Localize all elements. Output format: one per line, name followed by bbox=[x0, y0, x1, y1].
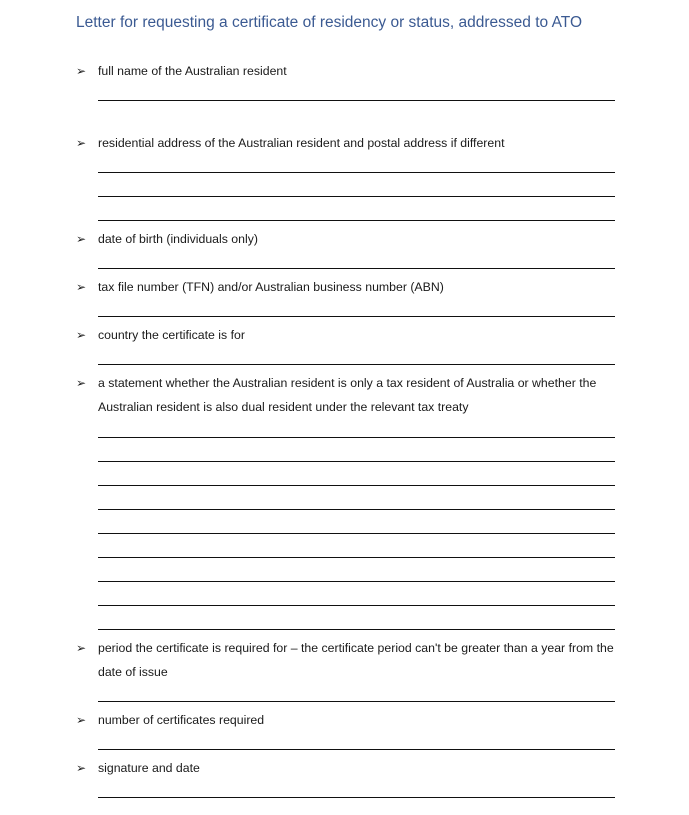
answer-line[interactable] bbox=[98, 364, 615, 365]
answer-line[interactable] bbox=[98, 581, 615, 582]
answer-line[interactable] bbox=[98, 797, 615, 798]
answer-line[interactable] bbox=[98, 172, 615, 173]
item-label: number of certificates required bbox=[98, 713, 265, 727]
arrow-bullet-icon: ➢ bbox=[76, 232, 87, 246]
item-label: country the certificate is for bbox=[98, 328, 245, 342]
answer-line[interactable] bbox=[98, 316, 615, 317]
arrow-bullet-icon: ➢ bbox=[76, 641, 87, 655]
answer-line[interactable] bbox=[98, 437, 615, 438]
arrow-bullet-icon: ➢ bbox=[76, 761, 87, 775]
arrow-bullet-icon: ➢ bbox=[76, 280, 87, 294]
answer-line[interactable] bbox=[98, 485, 615, 486]
answer-line[interactable] bbox=[98, 220, 615, 221]
item-label: a statement whether the Australian resident is only a tax resident of Australia or whether the bbox=[98, 376, 597, 390]
answer-line[interactable] bbox=[98, 557, 615, 558]
item-label-continued: date of issue bbox=[98, 665, 168, 679]
answer-line[interactable] bbox=[98, 509, 615, 510]
item-label: residential address of the Australian resident and postal address if different bbox=[98, 136, 505, 150]
answer-line[interactable] bbox=[98, 268, 615, 269]
answer-line[interactable] bbox=[98, 100, 615, 101]
arrow-bullet-icon: ➢ bbox=[76, 136, 87, 150]
answer-line[interactable] bbox=[98, 461, 615, 462]
document-title: Letter for requesting a certificate of residency or status, addressed to ATO bbox=[76, 14, 583, 31]
answer-line[interactable] bbox=[98, 533, 615, 534]
answer-line[interactable] bbox=[98, 701, 615, 702]
item-label: date of birth (individuals only) bbox=[98, 232, 258, 246]
answer-line[interactable] bbox=[98, 629, 615, 630]
arrow-bullet-icon: ➢ bbox=[76, 328, 87, 342]
item-label: signature and date bbox=[98, 761, 200, 775]
answer-line[interactable] bbox=[98, 749, 615, 750]
item-label-continued: Australian resident is also dual resident under the relevant tax treaty bbox=[98, 400, 469, 414]
item-label: tax file number (TFN) and/or Australian business number (ABN) bbox=[98, 280, 444, 294]
item-label: full name of the Australian resident bbox=[98, 64, 287, 78]
arrow-bullet-icon: ➢ bbox=[76, 64, 87, 78]
arrow-bullet-icon: ➢ bbox=[76, 713, 87, 727]
answer-line[interactable] bbox=[98, 196, 615, 197]
item-label: period the certificate is required for – the certificate period can't be greater than a year from the bbox=[98, 641, 614, 655]
answer-line[interactable] bbox=[98, 605, 615, 606]
arrow-bullet-icon: ➢ bbox=[76, 376, 87, 390]
